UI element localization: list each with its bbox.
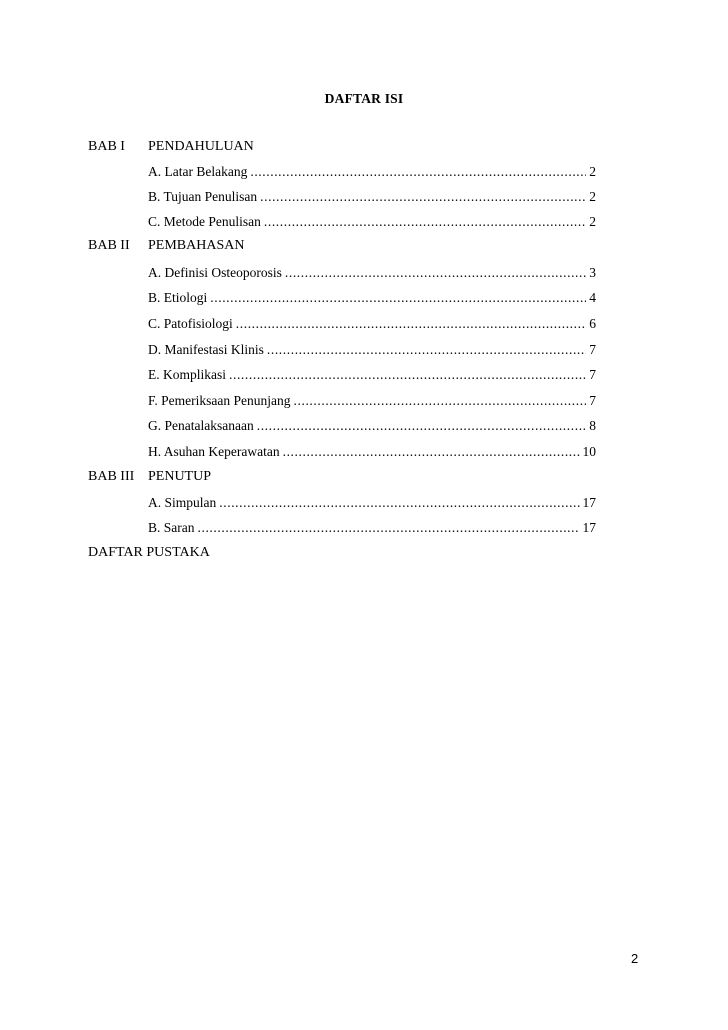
toc-entry-page: 17 xyxy=(582,495,596,510)
leader-dots xyxy=(267,342,586,358)
toc-entry-page: 10 xyxy=(582,444,596,459)
toc-entry-label: B. Saran xyxy=(148,520,195,535)
toc-entry xyxy=(148,265,596,281)
leader-dots xyxy=(283,444,580,460)
toc-entry-page: 7 xyxy=(589,367,596,382)
toc-entry-label: C. Metode Penulisan xyxy=(148,214,261,229)
leader-dots xyxy=(210,290,586,306)
toc-entry-label: D. Manifestasi Klinis xyxy=(148,342,264,357)
toc-entry xyxy=(148,214,596,230)
toc-entry xyxy=(148,367,596,383)
toc-entry-page: 7 xyxy=(589,393,596,408)
toc-entry xyxy=(148,495,596,511)
toc-entry xyxy=(148,418,596,434)
toc-entry-page: 17 xyxy=(582,520,596,535)
leader-dots xyxy=(219,495,579,511)
toc-entry-page: 2 xyxy=(589,214,596,229)
toc-entry-page: 3 xyxy=(589,265,596,280)
toc-entry-label: F. Pemeriksaan Penunjang xyxy=(148,393,291,408)
toc-entry-label: B. Etiologi xyxy=(148,290,208,305)
leader-dots xyxy=(285,265,586,281)
toc-entry-page: 2 xyxy=(589,189,596,204)
leader-dots xyxy=(257,418,587,434)
toc-entry-page: 8 xyxy=(589,418,596,433)
leader-dots xyxy=(250,164,586,180)
toc-entry-label: C. Patofisiologi xyxy=(148,316,233,331)
toc-entry xyxy=(148,290,596,306)
leader-dots xyxy=(198,520,580,536)
toc-entry-page: 2 xyxy=(589,164,596,179)
toc-entry xyxy=(148,164,596,180)
page-title: DAFTAR ISI xyxy=(324,91,404,106)
leader-dots xyxy=(236,316,586,332)
toc-entry-label: A. Simpulan xyxy=(148,495,217,510)
toc-entry-label: A. Definisi Osteoporosis xyxy=(148,265,282,280)
bibliography-heading: DAFTAR PUSTAKA xyxy=(88,545,210,560)
toc-entry xyxy=(148,520,596,536)
chapter-number: BAB III xyxy=(88,469,135,484)
toc-entry xyxy=(148,189,596,205)
toc-entry-page: 6 xyxy=(589,316,596,331)
page-number: 2 xyxy=(631,951,639,966)
chapter-number: BAB I xyxy=(88,139,125,154)
chapter-name: PENDAHULUAN xyxy=(148,139,254,154)
chapter-number: BAB II xyxy=(88,238,130,253)
toc-entry xyxy=(148,444,596,460)
chapter-name: PEMBAHASAN xyxy=(148,238,245,253)
toc-entry-label: B. Tujuan Penulisan xyxy=(148,189,258,204)
toc-entry xyxy=(148,316,596,332)
chapter-name: PENUTUP xyxy=(148,469,212,484)
toc-entry-label: H. Asuhan Keperawatan xyxy=(148,444,280,459)
toc-entry-label: A. Latar Belakang xyxy=(148,164,248,179)
toc-entry xyxy=(148,393,596,409)
toc-entry-label: E. Komplikasi xyxy=(148,367,226,382)
leader-dots xyxy=(260,189,586,205)
leader-dots xyxy=(264,214,586,230)
toc-entry-page: 4 xyxy=(589,290,596,305)
leader-dots xyxy=(294,393,587,409)
toc-entry-page: 7 xyxy=(589,342,596,357)
toc-entry-label: G. Penatalaksanaan xyxy=(148,418,254,433)
leader-dots xyxy=(229,367,586,383)
toc-entry xyxy=(148,342,596,358)
